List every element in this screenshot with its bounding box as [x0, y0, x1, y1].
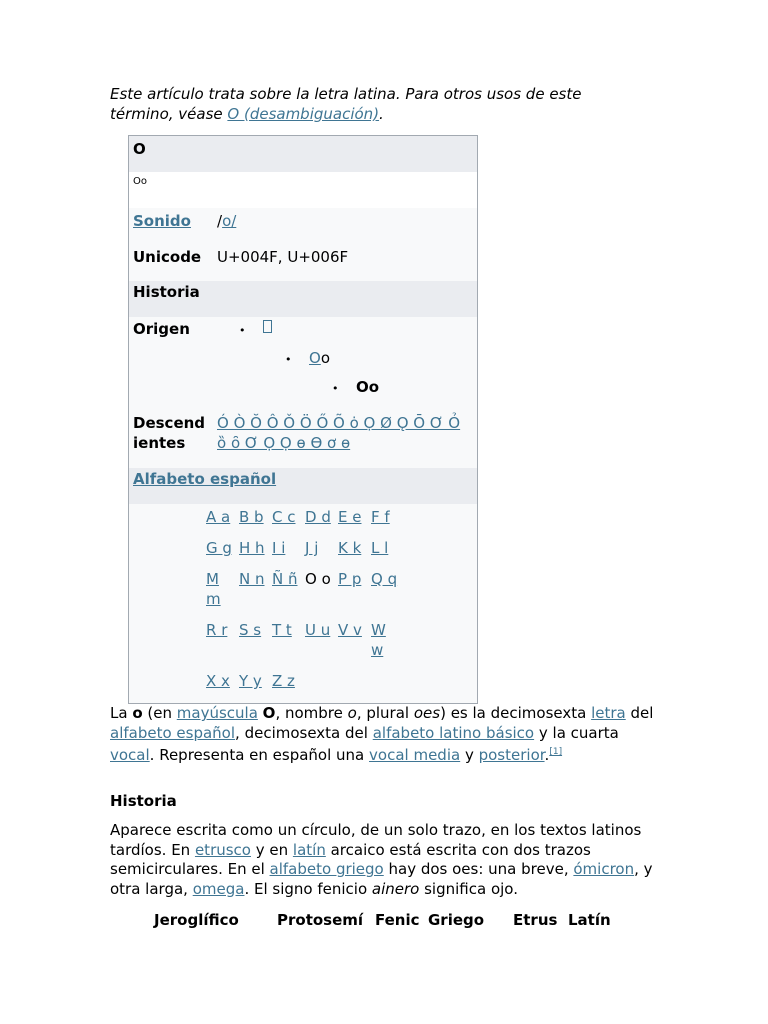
origen-item-2-link[interactable]: O [309, 349, 321, 367]
infobox-glyph: Oo [133, 176, 147, 187]
origen-item-3: Oo [356, 378, 380, 396]
infobox-glyph-row [129, 172, 477, 208]
etrusco-link[interactable]: etrusco [194, 840, 251, 859]
descendientes-label: Descend ientes [133, 414, 206, 452]
alfabeto-griego-link[interactable]: alfabeto griego [269, 860, 384, 878]
alfabeto-header-row [129, 468, 477, 504]
letter-z[interactable]: Z z [272, 672, 295, 690]
unicode-value: U+004F, U+006F [217, 248, 349, 266]
infobox-title-row [129, 136, 477, 172]
letter-p[interactable]: P p [338, 570, 362, 588]
letter-l[interactable]: L l [371, 539, 389, 557]
letter-a[interactable]: A a [206, 508, 231, 526]
missing-glyph-box [263, 320, 272, 333]
origen-label: Origen [133, 320, 190, 338]
omicron-link[interactable]: ómicron [573, 860, 635, 878]
vocal-media-link[interactable]: vocal media [369, 746, 461, 764]
infobox-title: O [133, 140, 146, 158]
letter-d[interactable]: D d [305, 508, 331, 526]
sonido-link[interactable]: Sonido [133, 212, 191, 230]
table-header-etrusco: Etrus [513, 911, 558, 929]
letra-link[interactable]: letra [591, 704, 626, 722]
origen-row [129, 318, 477, 408]
origen-item-2: Oo [309, 349, 330, 367]
table-header-griego: Griego [428, 911, 485, 929]
historia-paragraph: Aparece escrita como un círculo, de un solo trazo, en los textos latinos tardíos. En etrusco y en latín arcaico está escrita con dos trazos semicirculares. En el alfabeto griego hay dos oes: una breve, ómicron, y otra larga, omega. El signo fenicio ainero significa ojo. [110, 821, 653, 898]
letter-o-current: O o [305, 570, 331, 588]
descendientes-line-1[interactable]: Ó Ò Ŏ Ô Ǒ Ö Ő Õ ȯ Ọ Ø Ǫ Ō Ơ Ỏ [217, 414, 461, 432]
letter-s[interactable]: S s [239, 621, 262, 639]
reference-1-link[interactable]: [1] [549, 747, 563, 757]
bullet: • [332, 382, 339, 395]
table-header-fenicio: Fenic [375, 911, 420, 929]
letter-m[interactable]: M m [206, 570, 221, 608]
letter-f[interactable]: F f [371, 508, 390, 526]
unicode-row [129, 246, 477, 276]
descendientes-line-2[interactable]: ȍ ȏ Ơ Ọ Ọ ɵ Ɵ ơ ɵ [217, 434, 351, 452]
letter-i[interactable]: I i [272, 539, 286, 557]
sonido-ipa-link[interactable]: o/ [222, 212, 237, 230]
vocal-link[interactable]: vocal [110, 746, 150, 764]
infobox [128, 135, 478, 704]
disambiguation-link[interactable]: O (desambiguación) [227, 105, 380, 123]
letter-b[interactable]: B b [239, 508, 264, 526]
letter-u[interactable]: U u [305, 621, 331, 639]
letter-e[interactable]: E e [338, 508, 362, 526]
letter-r[interactable]: R r [206, 621, 228, 639]
table-header-jeroglifico: Jeroglífico [154, 911, 239, 929]
mayuscula-link[interactable]: mayúscula [176, 704, 258, 722]
letter-c[interactable]: C c [272, 508, 296, 526]
latin-link[interactable]: latín [292, 840, 326, 859]
unicode-label: Unicode [133, 248, 202, 266]
letter-q[interactable]: Q q [371, 570, 398, 588]
letter-v[interactable]: V v [338, 621, 362, 639]
letter-h[interactable]: H h [239, 539, 265, 557]
letter-t[interactable]: T t [272, 621, 292, 639]
letter-k[interactable]: K k [338, 539, 362, 557]
historia-label: Historia [133, 283, 200, 301]
sonido-row [129, 210, 477, 240]
intro-paragraph: La o (en mayúscula O, nombre o, plural oes) es la decimosexta letra del alfabeto español, decimosexta del alfabeto latino básico y la cuarta vocal. Representa en español una vocal media y posterior.[1] [110, 704, 654, 764]
sonido-value: /o/ [217, 212, 237, 230]
posterior-link[interactable]: posterior [478, 746, 545, 764]
bullet: • [285, 353, 292, 366]
hatnote: Este artículo trata sobre la letra latina. Para otros usos de este término, véase O (desambiguación). [110, 85, 582, 123]
letter-g[interactable]: G g [206, 539, 232, 557]
omega-link[interactable]: omega [192, 879, 245, 898]
alfabeto-espanol-text-link[interactable]: alfabeto español [110, 723, 236, 742]
table-header-latin: Latín [568, 911, 611, 929]
historia-heading: Historia [110, 792, 177, 810]
letter-w[interactable]: W w [371, 621, 386, 659]
table-header-protosemitico: Protosemí [277, 911, 364, 929]
letter-x[interactable]: X x [206, 672, 230, 690]
descendientes-row [129, 410, 477, 460]
letter-j[interactable]: J j [305, 539, 319, 557]
letter-enye[interactable]: Ñ ñ [272, 570, 298, 588]
alfabeto-latino-link[interactable]: alfabeto latino básico [372, 723, 535, 742]
letter-n[interactable]: N n [239, 570, 265, 588]
bullet: • [239, 324, 246, 337]
letter-y[interactable]: Y y [239, 672, 262, 690]
historia-header-row [129, 281, 477, 317]
alfabeto-espanol-link[interactable]: Alfabeto español [133, 470, 277, 488]
